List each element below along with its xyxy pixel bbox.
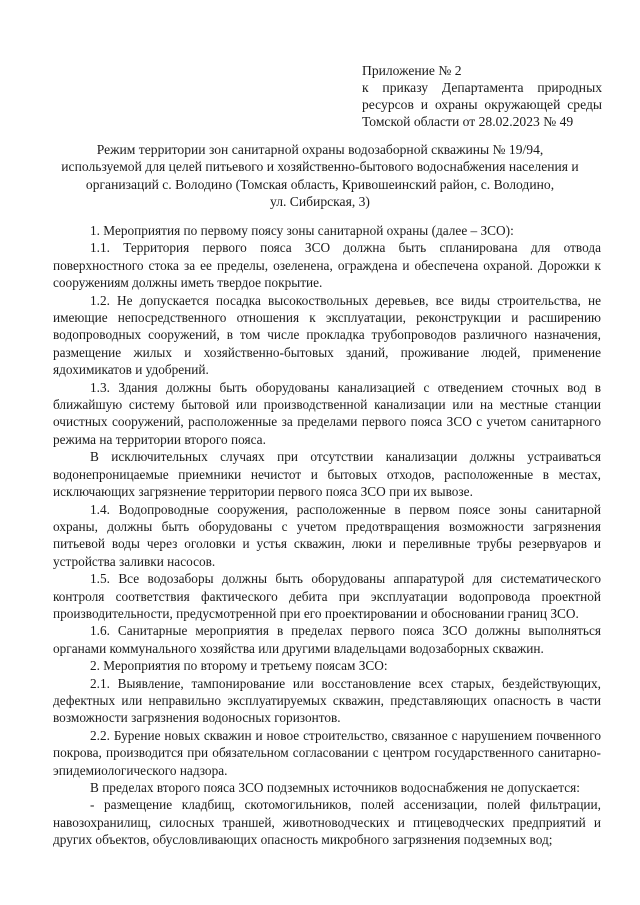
- paragraph: 1.5. Все водозаборы должны быть оборудованы аппаратурой для систематического контроля соответствия фактического дебита при эксплуатации водопровода проектной производительности, предусмотренной при его проектировании и обосновании границ ЗСО.: [53, 571, 601, 621]
- document-title: [40, 141, 600, 211]
- section-heading: 2. Мероприятия по второму и третьему поясам ЗСО:: [90, 658, 388, 674]
- paragraph: 1.1. Территория первого пояса ЗСО должна быть спланирована для отвода поверхностного стока за ее пределы, озеленена, ограждена и обеспечена охраной. Дорожки к сооружениям должны иметь твердое покрытие.: [53, 240, 601, 291]
- paragraph: 2.1. Выявление, тампонирование или восстановление всех старых, бездействующих, дефектных или неправильно эксплуатируемых скважин, представляющих опасность в части возможности загрязнения водоносных горизонтов.: [53, 675, 601, 726]
- appendix-order-line: к приказу Департамента природных: [362, 80, 602, 95]
- paragraph: В пределах второго пояса ЗСО подземных источников водоснабжения не допускается:: [90, 780, 580, 795]
- paragraph: 1.6. Санитарные мероприятия в пределах первого пояса ЗСО должны выполняться органами коммунального хозяйства или другими владельцами водозаборных скважин.: [53, 623, 601, 656]
- list-item: - размещение кладбищ, скотомогильников, полей ассенизации, полей фильтрации, навозохранилищ, силосных траншей, животноводческих и птицеводческих предприятий и других объектов, обусловливающих опасность микробного загрязнения подземных вод;: [53, 797, 601, 848]
- title-line: используемой для целей питьевого и хозяйственно-бытового водоснабжения населения и: [61, 159, 579, 175]
- appendix-header: [362, 62, 602, 130]
- title-line: ул. Сибирская, 3): [270, 194, 370, 210]
- title-line: Режим территории зон санитарной охраны водозаборной скважины № 19/94,: [96, 142, 544, 157]
- paragraph: 1.2. Не допускается посадка высокоствольных деревьев, все виды строительства, не имеющие непосредственного отношения к эксплуатации, реконструкции и расширению водопроводных сооружений, в том числе прокладка трубопроводов различного назначения, размещение жилых и хозяйственно-бытовых зданий, проживание людей, применение ядохимикатов и удобрений.: [53, 292, 601, 378]
- title-line: организаций с. Володино (Томская область, Кривошеинский район, с. Володино,: [85, 176, 555, 192]
- document-body: [53, 222, 601, 849]
- paragraph: 1.4. Водопроводные сооружения, расположенные в первом поясе зоны санитарной охраны, должны быть оборудованы с учетом предотвращения возможности загрязнения питьевой воды через оголовки и устья скважин, люки и переливные трубы резервуаров и устройства заливки насосов.: [53, 501, 601, 569]
- paragraph: 1.3. Здания должны быть оборудованы канализацией с отведением сточных вод в ближайшую систему бытовой или производственной канализации или на местные станции очистных сооружений, расположенные за пределами первого пояса ЗСО с учетом санитарного режима на территории второго пояса.: [53, 379, 601, 447]
- appendix-department-line: ресурсов и охраны окружающей среды: [362, 97, 602, 112]
- paragraph: 2.2. Бурение новых скважин и новое строительство, связанное с нарушением почвенного покрова, производится при обязательном согласовании с центром государственного санитарно-эпидемиологического надзора.: [53, 727, 601, 778]
- paragraph: В исключительных случаях при отсутствии канализации должны устраиваться водонепроницаемые приемники нечистот и бытовых отходов, расположенные в местах, исключающих загрязнение территории первого пояса ЗСО при их вывозе.: [53, 449, 601, 500]
- appendix-date-line: Томской области от 28.02.2023 № 49: [362, 114, 574, 129]
- section-heading: 1. Мероприятия по первому поясу зоны санитарной охраны (далее – ЗСО):: [90, 223, 514, 238]
- appendix-number: Приложение № 2: [362, 63, 462, 78]
